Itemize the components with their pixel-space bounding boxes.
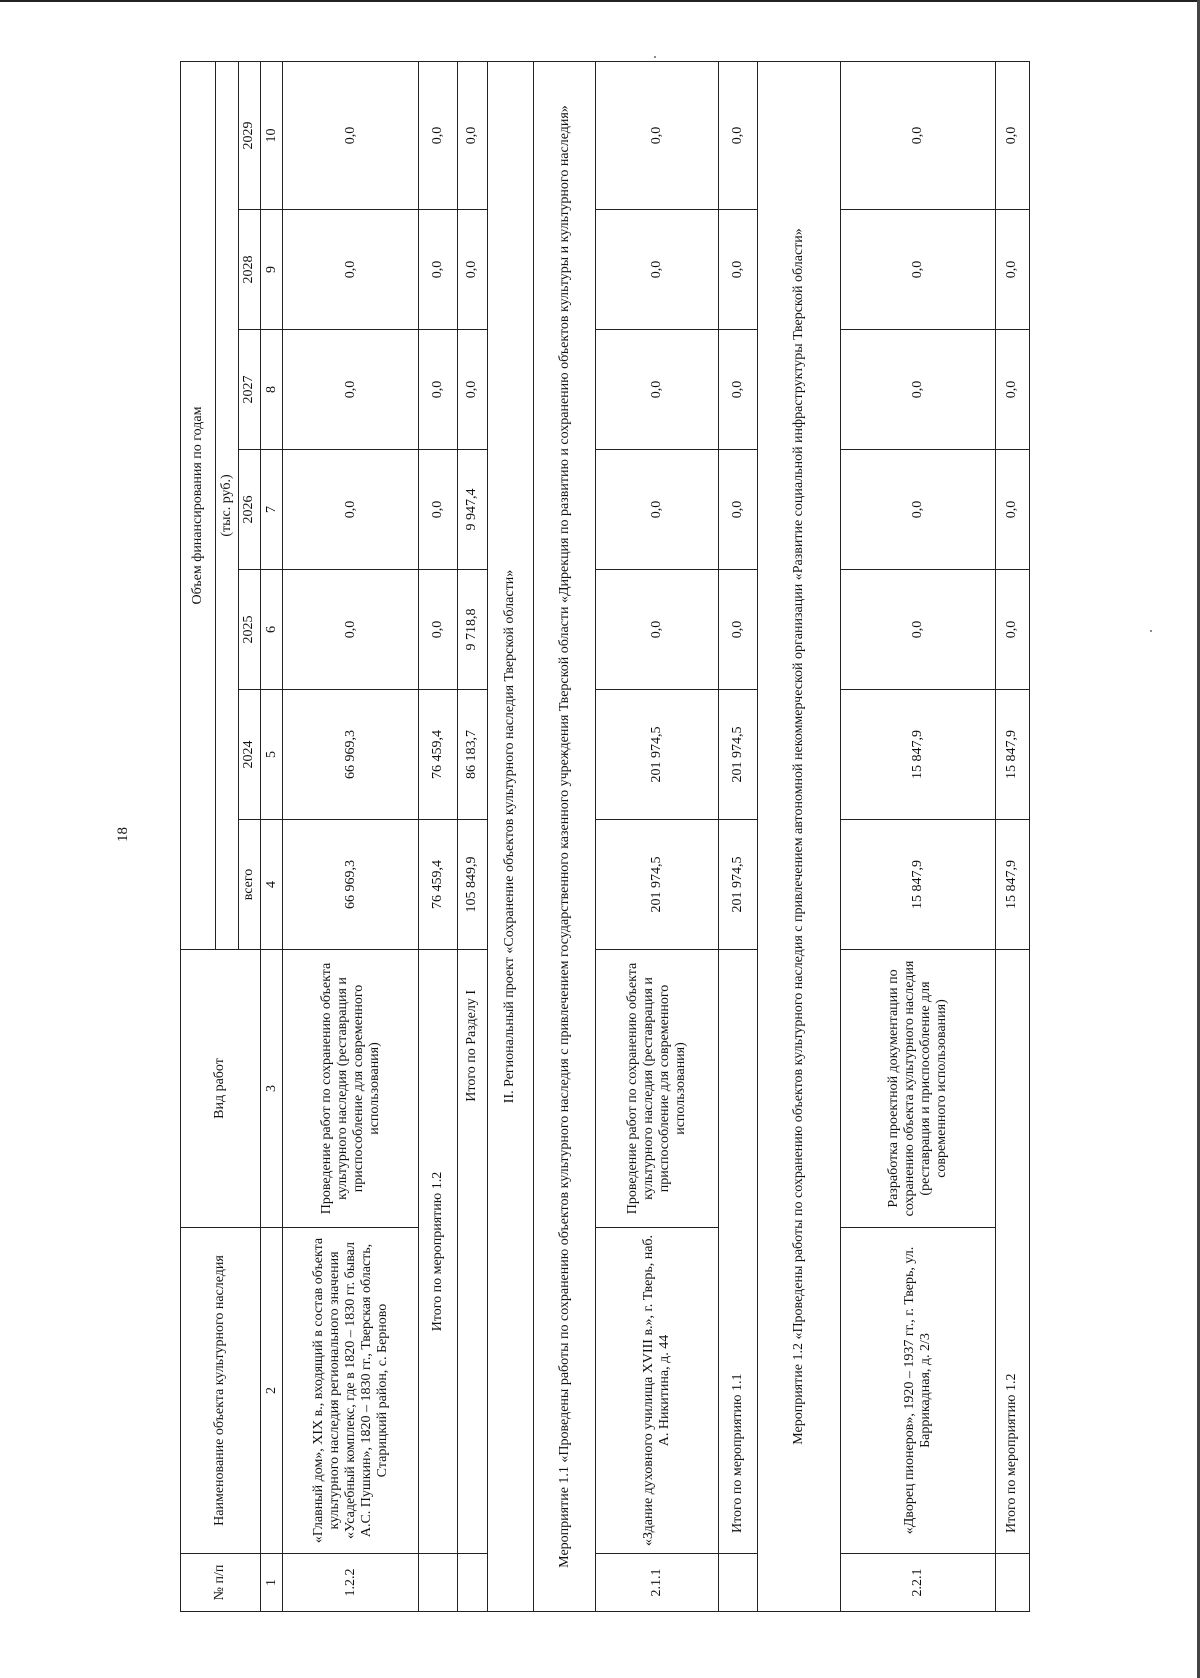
value-2026: 0,0	[995, 450, 1029, 570]
value-2028: 0,0	[840, 210, 995, 330]
col-number: 6	[260, 570, 282, 690]
value-total: 105 849,9	[457, 820, 487, 950]
value-2025: 0,0	[995, 570, 1029, 690]
table-row-2-2-1	[840, 61, 995, 1611]
measure-title: Мероприятие 1.1 «Проведены работы по сохранению объектов культурного наследия с привлечением государственного казенного учреждения Тверской области «Дирекция по развитию и сохранению объектов культуры и культурного наследия»	[534, 61, 596, 1611]
value-2028: 0,0	[283, 210, 419, 330]
measure-1-2-header-row	[757, 61, 840, 1611]
value-2029: 0,0	[719, 61, 757, 209]
value-total: 201 974,5	[719, 820, 757, 950]
heritage-object-name: «Здание духовного училища XVIII в.», г. Тверь, наб. А. Никитина, д. 44	[595, 1228, 718, 1554]
value-2024: 201 974,5	[719, 690, 757, 820]
col-number: 1	[260, 1554, 282, 1612]
value-2025: 0,0	[840, 570, 995, 690]
header-unit: (тыс. руб.)	[216, 61, 238, 949]
scan-speck	[654, 56, 656, 58]
column-numbers-row	[260, 61, 282, 1611]
value-2024: 15 847,9	[840, 690, 995, 820]
value-2027: 0,0	[457, 330, 487, 450]
header-year: 2027	[238, 330, 260, 450]
value-total: 66 969,3	[283, 820, 419, 950]
row-num: 1.2.2	[283, 1554, 419, 1612]
value-2026: 0,0	[840, 450, 995, 570]
col-number: 7	[260, 450, 282, 570]
page-number: 18	[115, 827, 131, 842]
value-2029: 0,0	[595, 61, 718, 209]
value-2027: 0,0	[995, 330, 1029, 450]
value-2025: 9 718,8	[457, 570, 487, 690]
value-2026: 9 947,4	[457, 450, 487, 570]
total-label: Итого по мероприятию 1.1	[719, 950, 757, 1554]
value-2029: 0,0	[457, 61, 487, 209]
col-number: 10	[260, 61, 282, 209]
total-row-measure-1-1	[719, 61, 757, 1611]
funding-table	[180, 61, 1030, 1612]
work-type: Проведение работ по сохранению объекта культурного наследия (реставрация и приспособление для современного использования)	[283, 950, 419, 1228]
value-total: 15 847,9	[840, 820, 995, 950]
value-2026: 0,0	[419, 450, 457, 570]
header-row-1	[181, 61, 216, 1611]
heritage-object-name: «Дворец пионеров», 1920 – 1937 гг., г. Тверь, ул. Баррикадная, д. 2/3	[840, 1228, 995, 1554]
header-num: № п/п	[181, 1554, 261, 1612]
value-2029: 0,0	[283, 61, 419, 209]
col-number: 2	[260, 1228, 282, 1554]
total-row-measure-1-2b	[995, 61, 1029, 1611]
value-2024: 76 459,4	[419, 690, 457, 820]
value-total: 15 847,9	[995, 820, 1029, 950]
value-2028: 0,0	[419, 210, 457, 330]
section-2-header-row	[487, 61, 534, 1611]
header-total: всего	[238, 820, 260, 950]
value-2028: 0,0	[995, 210, 1029, 330]
value-2028: 0,0	[719, 210, 757, 330]
col-number: 5	[260, 690, 282, 820]
total-label: Итого по мероприятию 1.2	[419, 950, 457, 1554]
header-work: Вид работ	[181, 950, 261, 1228]
value-2024: 66 969,3	[283, 690, 419, 820]
col-number: 3	[260, 950, 282, 1228]
row-num: 2.1.1	[595, 1554, 718, 1612]
value-2029: 0,0	[840, 61, 995, 209]
col-number: 9	[260, 210, 282, 330]
value-2025: 0,0	[419, 570, 457, 690]
funding-table-container	[180, 62, 1030, 1612]
value-2024: 15 847,9	[995, 690, 1029, 820]
value-2028: 0,0	[595, 210, 718, 330]
col-number: 8	[260, 330, 282, 450]
value-total: 76 459,4	[419, 820, 457, 950]
heritage-object-name: «Главный дом», XIX в., входящий в состав объекта культурного наследия регионального значения «Усадебный комплекс, где в 1820 – 1830 гг. бывал А.С. Пушкин», 1820 – 1830 гг., Тверская область, Старицкий район, с. Берново	[283, 1228, 419, 1554]
col-number: 4	[260, 820, 282, 950]
value-2026: 0,0	[719, 450, 757, 570]
empty-cell	[457, 1554, 487, 1612]
empty-cell	[995, 1554, 1029, 1612]
total-row-section-1	[457, 61, 487, 1611]
value-2024: 201 974,5	[595, 690, 718, 820]
total-label: Итого по Разделу I	[457, 950, 487, 1554]
value-2025: 0,0	[283, 570, 419, 690]
total-row-measure-1-2	[419, 61, 457, 1611]
value-2028: 0,0	[457, 210, 487, 330]
value-2024: 86 183,7	[457, 690, 487, 820]
empty-cell	[719, 1554, 757, 1612]
top-border-line	[0, 0, 1200, 2]
value-2026: 0,0	[595, 450, 718, 570]
section-title: II. Региональный проект «Сохранение объектов культурного наследия Тверской области»	[487, 61, 534, 1611]
header-year: 2025	[238, 570, 260, 690]
value-total: 201 974,5	[595, 820, 718, 950]
row-num: 2.2.1	[840, 1554, 995, 1612]
value-2027: 0,0	[719, 330, 757, 450]
work-type: Разработка проектной документации по сохранению объекта культурного наследия (реставрация и приспособление для современного использования)	[840, 950, 995, 1228]
value-2027: 0,0	[595, 330, 718, 450]
work-type: Проведение работ по сохранению объекта культурного наследия (реставрация и приспособление для современного использования)	[595, 950, 718, 1228]
value-2026: 0,0	[283, 450, 419, 570]
measure-1-1-header-row	[534, 61, 596, 1611]
table-row-1-2-2	[283, 61, 419, 1611]
value-2029: 0,0	[995, 61, 1029, 209]
empty-cell	[419, 1554, 457, 1612]
table-row-2-1-1	[595, 61, 718, 1611]
value-2025: 0,0	[595, 570, 718, 690]
header-year: 2028	[238, 210, 260, 330]
header-year: 2024	[238, 690, 260, 820]
measure-title: Мероприятие 1.2 «Проведены работы по сохранению объектов культурного наследия с привлечением автономной некоммерческой организации «Развитие социальной инфраструктуры Тверской области»	[757, 61, 840, 1611]
header-year: 2026	[238, 450, 260, 570]
value-2029: 0,0	[419, 61, 457, 209]
header-year: 2029	[238, 61, 260, 209]
header-funding: Объем финансирования по годам	[181, 61, 216, 949]
total-label: Итого по мероприятию 1.2	[995, 950, 1029, 1554]
scan-speck	[1150, 630, 1152, 632]
value-2027: 0,0	[283, 330, 419, 450]
value-2027: 0,0	[840, 330, 995, 450]
value-2025: 0,0	[719, 570, 757, 690]
header-name: Наименование объекта культурного наследия	[181, 1228, 261, 1554]
value-2027: 0,0	[419, 330, 457, 450]
